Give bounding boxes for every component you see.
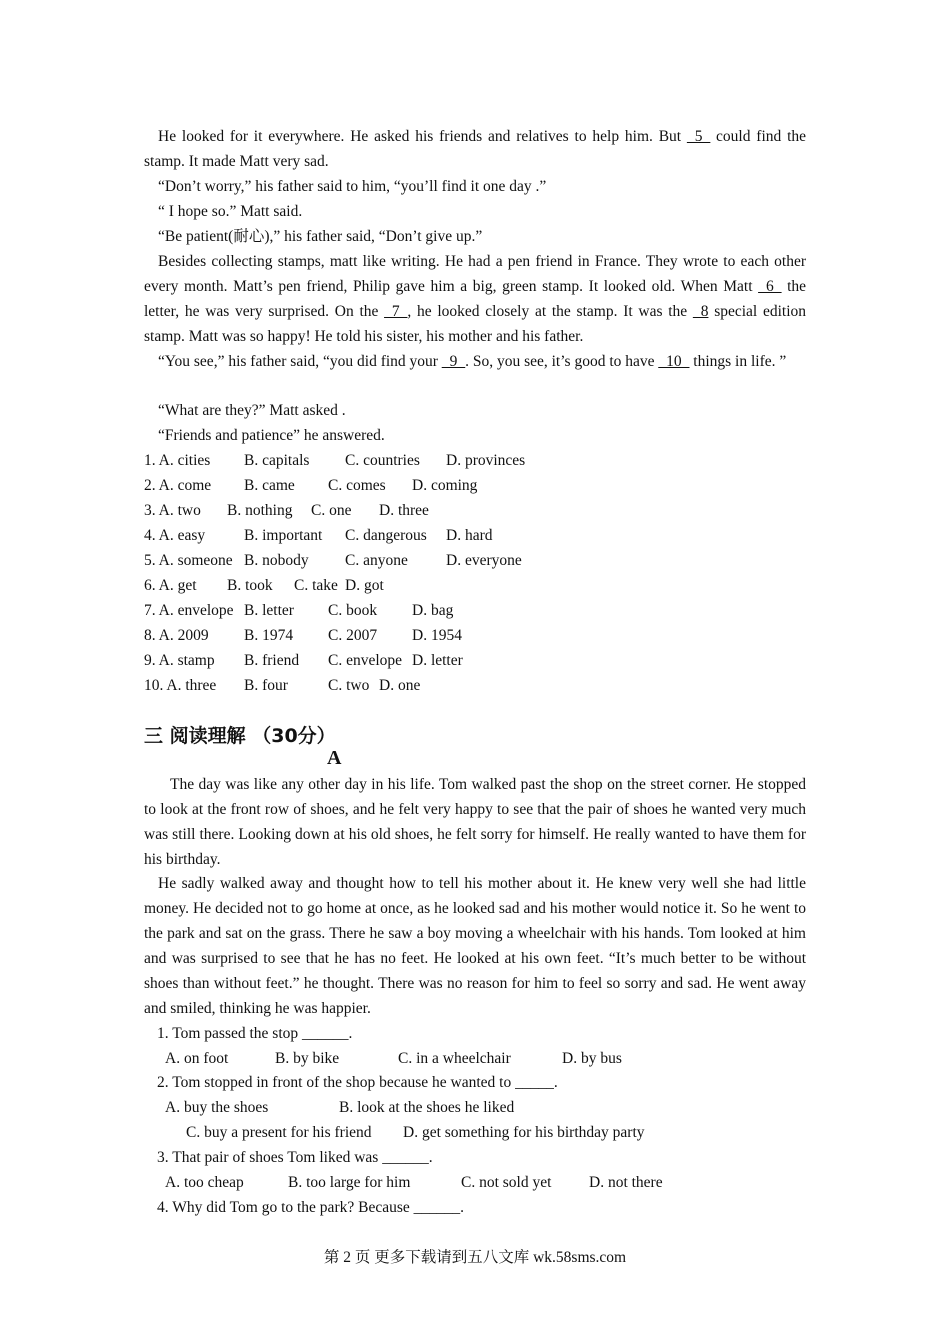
section-sub-heading: A: [327, 747, 342, 769]
option-d: D. three: [379, 502, 429, 519]
option-c: C. anyone: [345, 552, 408, 569]
cloze-paragraph-3: [144, 349, 806, 374]
option-a: 9. A. stamp: [144, 652, 215, 669]
q3-option-c: C. not sold yet: [461, 1174, 552, 1191]
question-4: 4. Why did Tom go to the park? Because ______.: [157, 1199, 464, 1216]
q2-option-c: C. buy a present for his friend: [186, 1124, 372, 1141]
text: things in life. ”: [693, 353, 787, 370]
option-d: D. hard: [446, 527, 493, 544]
dialogue-line: “What are they?” Matt asked .: [158, 402, 346, 419]
option-a: 2. A. come: [144, 477, 212, 494]
option-d: D. bag: [412, 602, 454, 619]
option-d: D. one: [379, 677, 421, 694]
q3-option-b: B. too large for him: [288, 1174, 411, 1191]
option-b: B. important: [244, 527, 323, 544]
q3-option-d: D. not there: [589, 1174, 663, 1191]
text: the letter, he was very surprised. On the: [144, 278, 807, 320]
option-b: B. letter: [244, 602, 294, 619]
option-b: B. came: [244, 477, 295, 494]
q1-option-b: B. by bike: [275, 1050, 340, 1067]
option-a: 4. A. easy: [144, 527, 206, 544]
option-a: 3. A. two: [144, 502, 201, 519]
q1-option-d: D. by bus: [562, 1050, 622, 1067]
option-a: 6. A. get: [144, 577, 197, 594]
option-b: B. nobody: [244, 552, 309, 569]
blank-10: _10_: [658, 353, 690, 370]
q2-option-a: A. buy the shoes: [165, 1099, 269, 1116]
text: , he looked closely at the stamp. It was the: [407, 303, 688, 320]
option-d: D. 1954: [412, 627, 462, 644]
text: “You see,” his father said, “you did find your: [158, 353, 438, 370]
section-heading: 三 阅读理解 （30分）: [144, 725, 336, 747]
option-c: C. take: [294, 577, 338, 594]
dialogue-line: “Be patient(耐心),” his father said, “Don’t give up.”: [158, 228, 483, 245]
blank-5: _5_: [686, 128, 711, 145]
q2-option-b: B. look at the shoes he liked: [339, 1099, 515, 1116]
option-c: C. envelope: [328, 652, 403, 669]
option-c: C. countries: [345, 452, 420, 469]
option-b: B. friend: [244, 652, 300, 669]
blank-6: _6_: [758, 278, 782, 295]
blank-8: _8: [692, 303, 709, 320]
page-footer: 第 2 页 更多下载请到五八文库 wk.58sms.com: [323, 1249, 627, 1266]
q2-option-d: D. get something for his birthday party: [403, 1124, 645, 1141]
option-a: 5. A. someone: [144, 552, 233, 569]
option-a: 1. A. cities: [144, 452, 211, 469]
text: . So, you see, it’s good to have: [465, 353, 655, 370]
q1-option-c: C. in a wheelchair: [398, 1050, 511, 1067]
option-b: B. capitals: [244, 452, 310, 469]
option-c: C. two: [328, 677, 370, 694]
dialogue-line: “ I hope so.” Matt said.: [158, 203, 303, 220]
option-d: D. letter: [412, 652, 463, 669]
text: could find the stamp. It made Matt very sad.: [144, 128, 807, 170]
option-c: C. 2007: [328, 627, 378, 644]
blank-7: _7_: [384, 303, 408, 320]
q3-option-a: A. too cheap: [165, 1174, 244, 1191]
option-a: 7. A. envelope: [144, 602, 234, 619]
text: special edition stamp. Matt was so happy! He told his sister, his mother and his father.: [144, 303, 807, 345]
cloze-paragraph-2: [144, 249, 806, 349]
option-c: C. comes: [328, 477, 386, 494]
option-b: B. four: [244, 677, 288, 694]
blank-9: _9_: [441, 353, 466, 370]
option-b: B. took: [227, 577, 273, 594]
dialogue-line: “Don’t worry,” his father said to him, “you’ll find it one day .”: [158, 178, 547, 195]
option-d: D. got: [345, 577, 384, 594]
question-2: 2. Tom stopped in front of the shop because he wanted to _____.: [157, 1074, 558, 1091]
option-b: B. nothing: [227, 502, 293, 519]
text: Besides collecting stamps, matt like writing. He had a pen friend in France. They wrote to each other every month. Matt’s pen friend, Philip gave him a big, green stamp. It looked old. When Matt: [144, 253, 806, 295]
question-3: 3. That pair of shoes Tom liked was ______.: [157, 1149, 433, 1166]
option-d: D. coming: [412, 477, 478, 494]
option-c: C. book: [328, 602, 378, 619]
question-1: 1. Tom passed the stop ______.: [157, 1025, 353, 1042]
q1-option-a: A. on foot: [165, 1050, 229, 1067]
option-a: 8. A. 2009: [144, 627, 209, 644]
option-d: D. everyone: [446, 552, 522, 569]
reading-paragraph-2: He sadly walked away and thought how to tell his mother about it. He knew very well she had little money. He decided not to go home at once, as he looked sad and his mother would notice it. So he went to the park and sat on the grass. There he saw a boy moving a wheelchair with his hands. Tom looked at him and was surprised to see that he has no feet. He looked at his own feet. “It’s much better to be without shoes than without feet.” he thought. There was no reason for him to feel so sorry and sad. He went away and smiled, thinking he was happier.: [144, 875, 806, 1017]
dialogue-line: “Friends and patience” he answered.: [158, 427, 385, 444]
cloze-paragraph-1: [144, 124, 806, 174]
option-a: 10. A. three: [144, 677, 217, 694]
reading-paragraph-1: The day was like any other day in his life. Tom walked past the shop on the street corner. He stopped to look at the front row of shoes, and he felt very happy to see that the pair of shoes he wanted very much was still there. Looking down at his old shoes, he felt sorry for himself. He really wanted to have them for his birthday.: [144, 776, 806, 868]
text: He looked for it everywhere. He asked his friends and relatives to help him. But: [158, 128, 682, 145]
option-c: C. one: [311, 502, 352, 519]
option-c: C. dangerous: [345, 527, 427, 544]
option-b: B. 1974: [244, 627, 294, 644]
option-d: D. provinces: [446, 452, 526, 469]
